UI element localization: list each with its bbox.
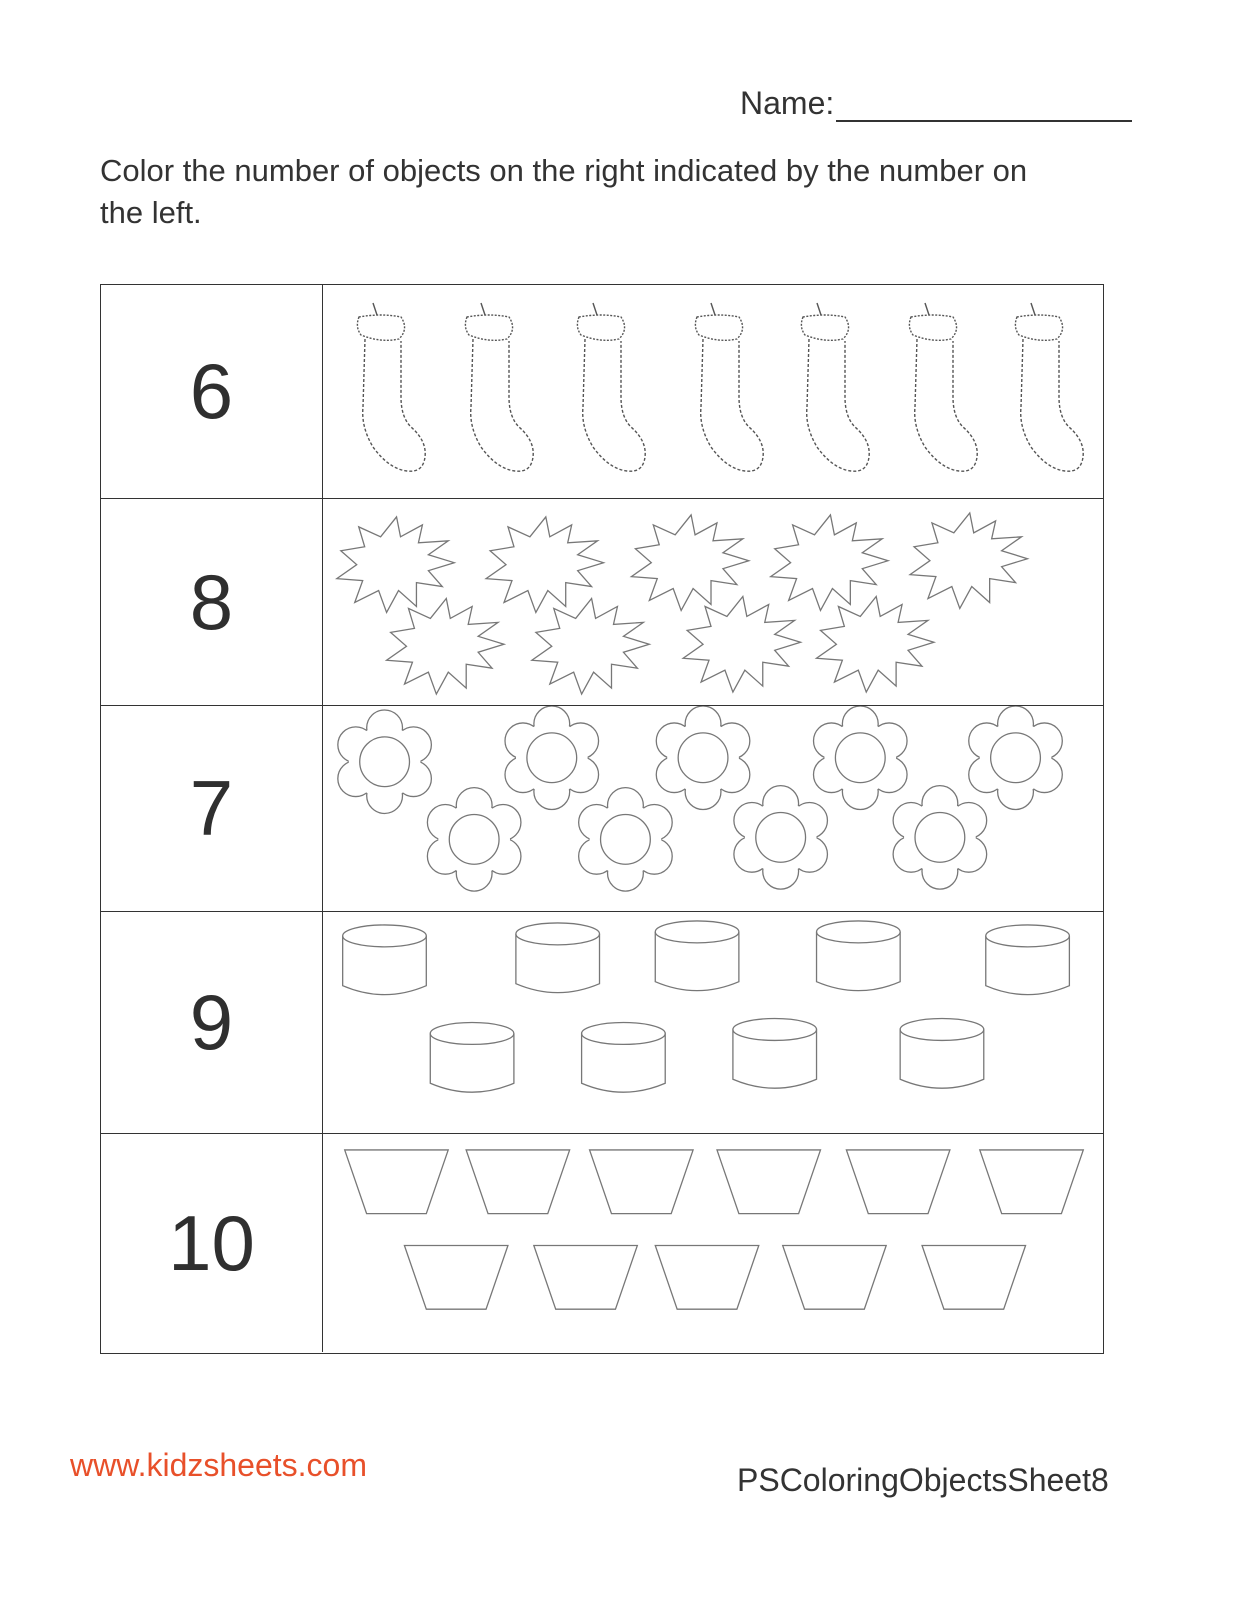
bucket-icon[interactable] — [534, 1245, 638, 1309]
number-cell — [101, 285, 323, 498]
flower-icon[interactable] — [338, 710, 432, 813]
stocking-icon[interactable] — [465, 303, 533, 471]
cylinder-icon[interactable] — [343, 925, 427, 995]
cylinder-icon[interactable] — [817, 921, 901, 991]
stocking-icon-group — [323, 285, 1103, 498]
starburst-icon[interactable] — [683, 597, 800, 693]
bucket-icon[interactable] — [466, 1150, 570, 1214]
stocking-icon[interactable] — [1015, 303, 1083, 471]
flower-icon[interactable] — [579, 788, 673, 891]
bucket-icon[interactable] — [655, 1245, 759, 1309]
bucket-icon[interactable] — [345, 1150, 449, 1214]
worksheet-table — [100, 284, 1104, 1354]
row-number: 6 — [189, 347, 234, 435]
object-cell — [323, 912, 1103, 1133]
bucket-icon[interactable] — [783, 1245, 887, 1309]
instructions: Color the number of objects on the right indicated by the number on the left. — [100, 153, 1028, 230]
row-3 — [101, 705, 1103, 911]
object-cell — [323, 285, 1103, 498]
flower-icon-group — [323, 706, 1103, 911]
stocking-icon[interactable] — [695, 303, 763, 471]
cylinder-icon[interactable] — [655, 921, 739, 991]
bucket-icon[interactable] — [590, 1150, 694, 1214]
row-4 — [101, 911, 1103, 1133]
sheet-id: PSColoringObjectsSheet8 — [737, 1462, 1109, 1498]
number-cell — [101, 1134, 323, 1352]
flower-icon[interactable] — [893, 786, 987, 889]
row-1 — [101, 285, 1103, 498]
bucket-icon[interactable] — [846, 1150, 950, 1214]
row-5 — [101, 1133, 1103, 1352]
row-number: 8 — [189, 557, 234, 646]
cylinder-icon[interactable] — [582, 1023, 666, 1093]
flower-icon[interactable] — [427, 788, 521, 891]
starburst-icon[interactable] — [387, 599, 504, 695]
row-number: 10 — [168, 1198, 255, 1287]
flower-icon[interactable] — [969, 706, 1063, 809]
object-cell — [323, 1134, 1103, 1352]
flower-icon[interactable] — [734, 786, 828, 889]
name-blank-line[interactable] — [836, 90, 1132, 122]
cylinder-icon-group — [323, 912, 1103, 1133]
starburst-icon[interactable] — [771, 515, 888, 611]
bucket-icon[interactable] — [404, 1245, 508, 1309]
flower-icon[interactable] — [814, 706, 908, 809]
stocking-icon[interactable] — [577, 303, 645, 471]
object-cell — [323, 706, 1103, 911]
cylinder-icon[interactable] — [430, 1023, 514, 1093]
row-number: 9 — [189, 978, 234, 1066]
row-2 — [101, 498, 1103, 705]
cylinder-icon[interactable] — [733, 1019, 817, 1089]
bucket-icon[interactable] — [717, 1150, 821, 1214]
number-cell — [101, 499, 323, 705]
bucket-icon[interactable] — [922, 1245, 1026, 1309]
flower-icon[interactable] — [656, 706, 750, 809]
stocking-icon[interactable] — [801, 303, 869, 471]
name-label: Name: — [740, 85, 835, 121]
starburst-icon[interactable] — [337, 517, 454, 613]
cylinder-icon[interactable] — [516, 923, 600, 993]
bucket-icon-group — [323, 1134, 1103, 1352]
starburst-icon[interactable] — [486, 517, 603, 613]
name-field — [740, 85, 1132, 122]
number-cell — [101, 706, 323, 911]
stocking-icon[interactable] — [357, 303, 425, 471]
starburst-icon[interactable] — [816, 597, 933, 693]
starburst-icon[interactable] — [532, 599, 649, 695]
number-cell — [101, 912, 323, 1133]
starburst-icon[interactable] — [910, 513, 1027, 609]
object-cell — [323, 499, 1103, 705]
cylinder-icon[interactable] — [986, 925, 1070, 995]
cylinder-icon[interactable] — [900, 1019, 984, 1089]
website-link[interactable]: www.kidzsheets.com — [70, 1447, 367, 1483]
stocking-icon[interactable] — [909, 303, 977, 471]
starburst-icon-group — [323, 499, 1103, 705]
bucket-icon[interactable] — [980, 1150, 1084, 1214]
row-number: 7 — [189, 764, 234, 852]
starburst-icon[interactable] — [631, 515, 748, 611]
flower-icon[interactable] — [505, 706, 599, 809]
